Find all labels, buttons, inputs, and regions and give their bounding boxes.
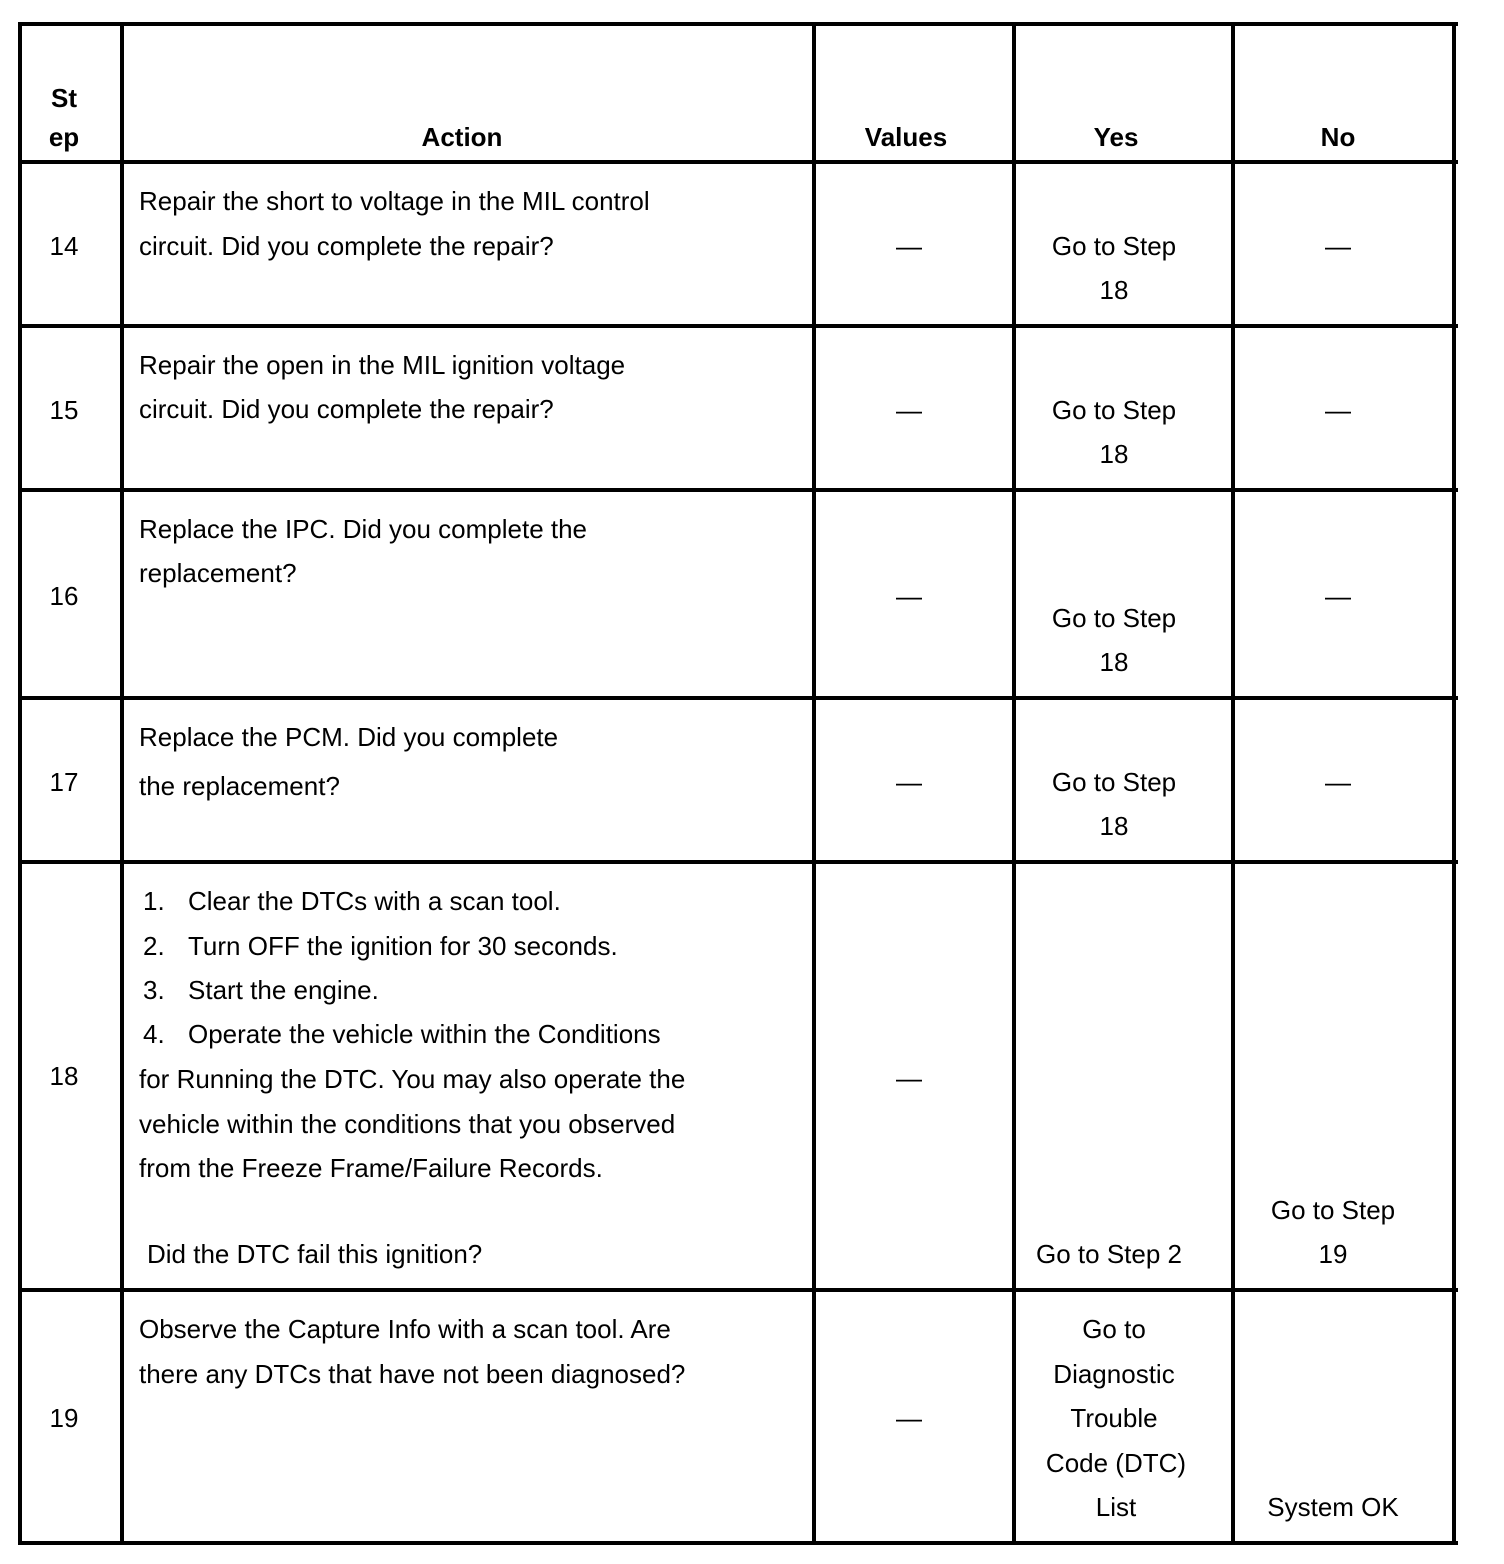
column-divider <box>1012 22 1016 1545</box>
values-cell: — <box>896 395 922 425</box>
yes-cell: Diagnostic <box>1053 1359 1175 1389</box>
list-number: 4. <box>143 1019 165 1049</box>
header-action: Action <box>421 122 503 152</box>
yes-cell: Go to Step <box>1051 231 1177 261</box>
yes-cell: Code (DTC) <box>1045 1448 1187 1478</box>
yes-cell: Trouble <box>1070 1403 1158 1433</box>
header-step-line1: St <box>51 83 77 113</box>
row-divider <box>18 324 1458 328</box>
step-number: 16 <box>49 581 79 611</box>
table-border-bottom <box>18 1541 1458 1545</box>
yes-cell: 18 <box>1099 811 1129 841</box>
column-divider <box>1231 22 1235 1545</box>
step-number: 18 <box>49 1061 79 1091</box>
action-text: there any DTCs that have not been diagnosed? <box>139 1359 686 1389</box>
column-divider <box>812 22 816 1545</box>
no-cell: — <box>1325 395 1351 425</box>
list-item: Operate the vehicle within the Conditions <box>188 1019 661 1049</box>
values-cell: — <box>896 581 922 611</box>
action-text: vehicle within the conditions that you observed <box>139 1109 676 1139</box>
yes-cell: 18 <box>1099 439 1129 469</box>
header-values: Values <box>864 122 948 152</box>
yes-cell: List <box>1095 1492 1137 1522</box>
list-item: Start the engine. <box>188 975 379 1005</box>
step-number: 14 <box>49 231 79 261</box>
header-no: No <box>1320 122 1356 152</box>
action-text: replacement? <box>139 558 297 588</box>
header-step-line2: ep <box>48 122 80 152</box>
no-cell: — <box>1325 581 1351 611</box>
action-text: circuit. Did you complete the repair? <box>139 394 554 424</box>
yes-cell: Go to Step 2 <box>1036 1239 1182 1269</box>
yes-cell: 18 <box>1099 275 1129 305</box>
yes-cell: 18 <box>1099 647 1129 677</box>
action-question: Did the DTC fail this ignition? <box>147 1239 483 1269</box>
action-text: the replacement? <box>139 771 340 801</box>
header-yes: Yes <box>1093 122 1139 152</box>
row-divider <box>18 488 1458 492</box>
column-divider <box>120 22 124 1545</box>
no-cell: 19 <box>1318 1239 1348 1269</box>
values-cell: — <box>896 1063 922 1093</box>
list-number: 2. <box>143 931 165 961</box>
action-text: Observe the Capture Info with a scan tool. Are <box>139 1314 671 1344</box>
yes-cell: Go to Step <box>1051 395 1177 425</box>
table-border-top <box>18 22 1458 26</box>
action-text: Replace the PCM. Did you complete <box>139 722 559 752</box>
header-divider <box>18 160 1458 164</box>
action-text: Repair the open in the MIL ignition voltage <box>139 350 626 380</box>
list-item: Clear the DTCs with a scan tool. <box>188 886 561 916</box>
no-cell: — <box>1325 231 1351 261</box>
step-number: 15 <box>49 395 79 425</box>
row-divider <box>18 860 1458 864</box>
yes-cell: Go to Step <box>1051 767 1177 797</box>
row-divider <box>18 1288 1458 1292</box>
action-text: circuit. Did you complete the repair? <box>139 231 554 261</box>
yes-cell: Go to Step <box>1051 603 1177 633</box>
values-cell: — <box>896 231 922 261</box>
list-item: Turn OFF the ignition for 30 seconds. <box>188 931 618 961</box>
action-text: Repair the short to voltage in the MIL control <box>139 186 650 216</box>
row-divider <box>18 696 1458 700</box>
action-text: from the Freeze Frame/Failure Records. <box>139 1153 603 1183</box>
list-number: 1. <box>143 886 165 916</box>
action-text: for Running the DTC. You may also operate the <box>139 1064 686 1094</box>
values-cell: — <box>896 767 922 797</box>
no-cell: — <box>1325 767 1351 797</box>
list-number: 3. <box>143 975 165 1005</box>
no-cell: Go to Step <box>1270 1195 1396 1225</box>
step-number: 17 <box>49 767 79 797</box>
yes-cell: Go to <box>1082 1314 1146 1344</box>
no-cell: System OK <box>1267 1492 1399 1522</box>
action-text: Replace the IPC. Did you complete the <box>139 514 588 544</box>
values-cell: — <box>896 1403 922 1433</box>
step-number: 19 <box>49 1403 79 1433</box>
table-border-left <box>18 22 22 1545</box>
table-border-right <box>1452 22 1456 1545</box>
